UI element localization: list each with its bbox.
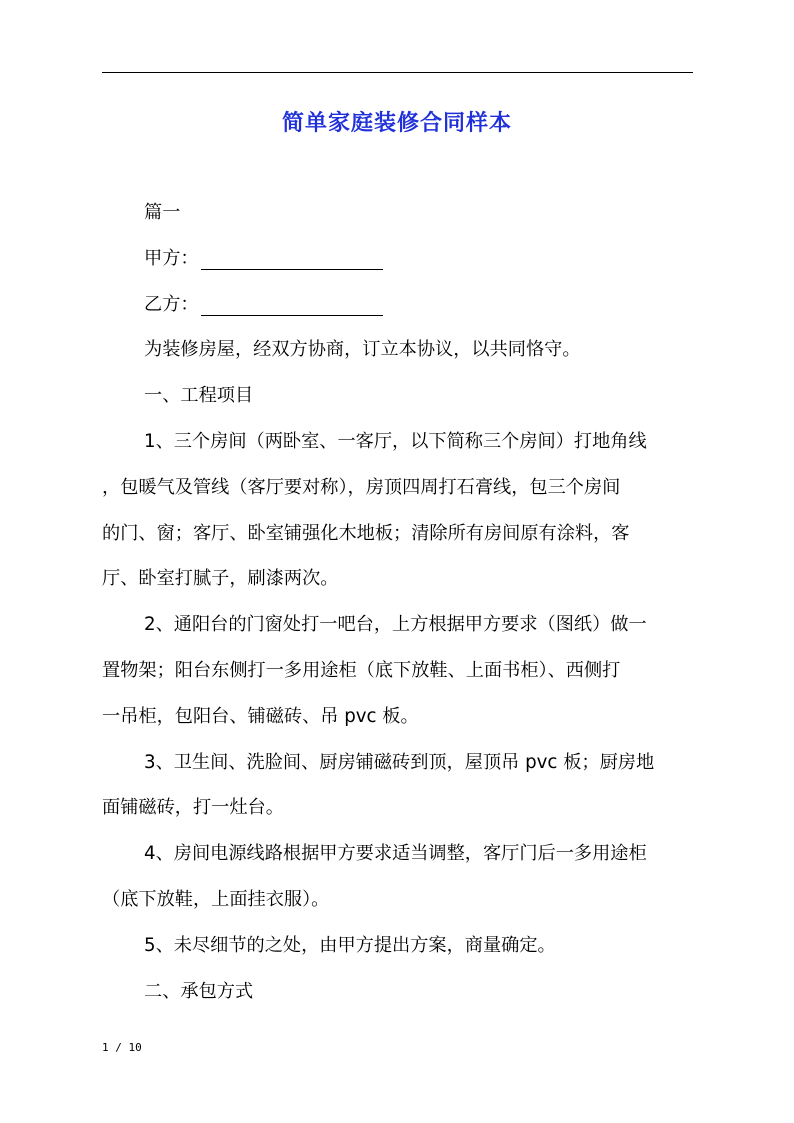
party-b-line xyxy=(102,282,693,328)
party-b-label: 乙方： xyxy=(144,293,199,315)
item-3-line: 3、卫生间、洗脸间、厨房铺磁砖到顶，屋顶吊 pvc 板；厨房地 xyxy=(144,751,655,773)
item-1-line: ，包暖气及管线（客厅要对称），房顶四周打石膏线，包三个房间 xyxy=(102,476,621,498)
item-4-line: 4、房间电源线路根据甲方要求适当调整，客厅门后一多用途柜 xyxy=(144,843,647,865)
document-title: 简单家庭装修合同样本 xyxy=(281,111,512,136)
section-label: 篇一 xyxy=(144,202,181,223)
document-body xyxy=(102,190,693,1014)
item-2-line: 2、通阳台的门窗处打一吧台，上方根据甲方要求（图纸）做一 xyxy=(144,614,647,636)
page-number: 1 / 10 xyxy=(102,1041,142,1054)
party-a-line xyxy=(102,236,693,282)
heading-project-items: 一、工程项目 xyxy=(144,385,254,407)
item-2-paragraph xyxy=(102,602,693,739)
item-3-paragraph xyxy=(102,740,693,832)
header-rule xyxy=(102,72,693,73)
party-a-blank xyxy=(201,268,383,270)
item-3-line: 面铺磁砖，打一灶台。 xyxy=(102,797,284,819)
item-2-line: 置物架；阳台东侧打一多用途柜（底下放鞋、上面书柜）、西侧打 xyxy=(102,659,621,681)
item-2-line: 一吊柜，包阳台、铺磁砖、吊 pvc 板。 xyxy=(102,705,419,727)
item-4-paragraph xyxy=(102,831,693,923)
item-1-line: 1、三个房间（两卧室、一客厅，以下简称三个房间）打地角线 xyxy=(144,430,647,452)
party-b-blank xyxy=(201,314,383,316)
heading-contract-method: 二、承包方式 xyxy=(144,980,254,1002)
item-1-line: 厅、卧室打腻子，刷漆两次。 xyxy=(102,568,339,590)
item-4-line: （底下放鞋，上面挂衣服）。 xyxy=(102,888,330,910)
item-1-line: 的门、窗；客厅、卧室铺强化木地板；清除所有房间原有涂料，客 xyxy=(102,522,630,544)
party-a-label: 甲方： xyxy=(144,247,199,269)
item-1-paragraph xyxy=(102,419,693,602)
item-5-paragraph: 5、未尽细节的之处，由甲方提出方案，商量确定。 xyxy=(144,934,556,956)
intro-paragraph: 为装修房屋，经双方协商，订立本协议，以共同恪守。 xyxy=(144,339,581,361)
